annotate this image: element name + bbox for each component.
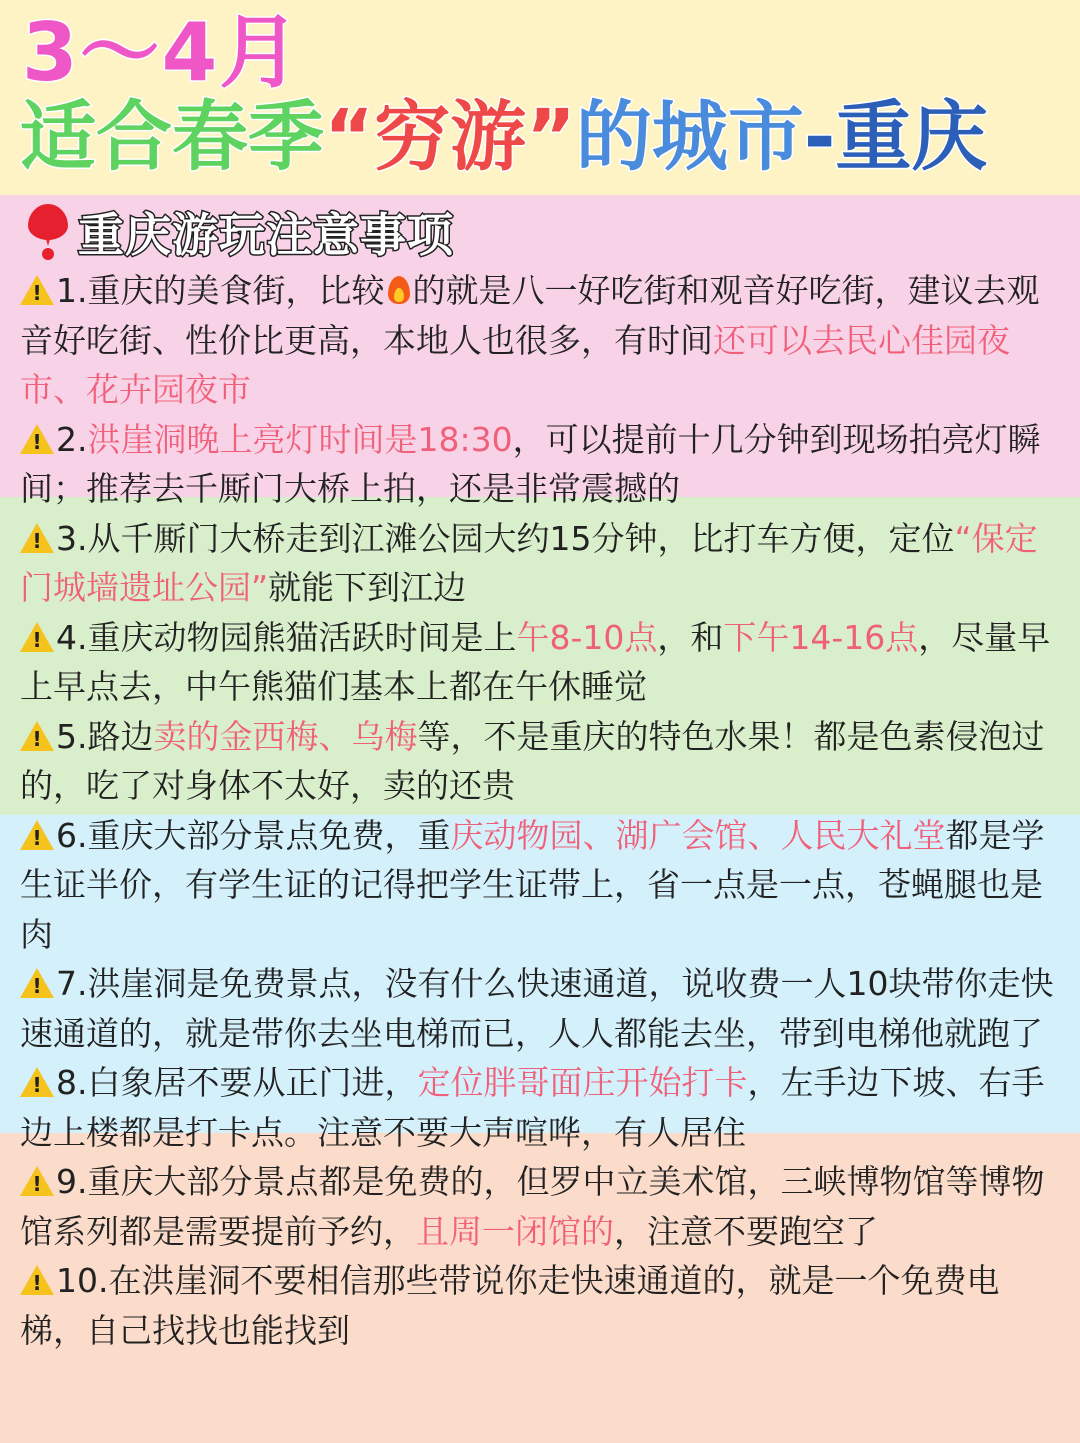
title-part-budget-travel: “穷游” [324,92,576,181]
heavy-exclamation-heart-icon [28,202,68,262]
tip-item-9: ! 9.重庆大部分景点都是免费的，但罗中立美术馆，三峡博物馆等博物馆系列都是需要提前予约，且周一闭馆的，注意不要跑空了 [20,1162,1045,1251]
page-title [20,92,987,182]
tip-highlight: 庆动物园、湖广会馆、人民大礼堂 [450,815,946,855]
warning-icon: ! [20,1265,54,1295]
section-heading [28,200,454,264]
tip-highlight: 洪崖洞晚上亮灯时间是18:30 [87,419,513,459]
tips-list [20,266,1060,1355]
tip-highlight: 卖的金西梅、乌梅 [153,716,418,756]
warning-icon: ! [20,523,54,553]
tip-highlight: 且周一闭馆的 [416,1211,614,1251]
warning-icon: ! [20,622,54,652]
tip-item-3: ! 3.从千厮门大桥走到江滩公园大约15分钟，比打车方便，定位“保定门城墙遗址公园”就能下到江边 [20,518,1038,607]
warning-icon: ! [20,1166,54,1196]
tip-item-2: ! 2.洪崖洞晚上亮灯时间是18:30，可以提前十几分钟到现场拍亮灯瞬间；推荐去千厮门大桥上拍，还是非常震撼的 [20,419,1041,508]
tip-item-7: ! 7.洪崖洞是免费景点，没有什么快速通道，说收费一人10块带你走快速通道的，就是带你去坐电梯而已，人人都能去坐，带到电梯他就跑了 [20,964,1054,1053]
tip-item-6: ! 6.重庆大部分景点免费，重庆动物园、湖广会馆、人民大礼堂都是学生证半价，有学生证的记得把学生证带上，省一点是一点，苍蝇腿也是肉 [20,815,1045,954]
tip-item-4: ! 4.重庆动物园熊猫活跃时间是上午8-10点，和下午14-16点，尽量早上早点去，中午熊猫们基本上都在午休睡觉 [20,617,1051,706]
tip-highlight: 还可以去民心佳园夜市、花卉园夜市 [20,320,1010,409]
title-month-range: 3～4月 [22,6,302,99]
warning-icon: ! [20,424,54,454]
tip-item-10: ! 10.在洪崖洞不要相信那些带说你走快速通道的，就是一个免费电梯，自己找找也能找到 [20,1261,1000,1350]
title-part-spring: 适合春季 [20,92,324,181]
tip-item-8: ! 8.白象居不要从正门进，定位胖哥面庄开始打卡，左手边下坡、右手边上楼都是打卡点。注意不要大声喧哗，有人居住 [20,1063,1045,1152]
warning-icon: ! [20,820,54,850]
section-title: 重庆游玩注意事项 [78,208,454,262]
tip-highlight: “保定门城墙遗址公园” [20,518,1038,607]
title-part-city: 的城市 [575,92,804,181]
warning-icon: ! [20,1067,54,1097]
fire-icon [385,274,413,306]
warning-icon: ! [20,968,54,998]
tip-item-5: ! 5.路边卖的金西梅、乌梅等，不是重庆的特色水果！都是色素侵泡过的，吃了对身体不太好，卖的还贵 [20,716,1045,805]
warning-icon: ! [20,275,54,305]
tip-highlight: 定位胖哥面庄开始打卡 [417,1063,748,1102]
warning-icon: ! [20,721,54,751]
tip-highlight: 午8-10点 [516,617,658,657]
tip-highlight: 下午14-16点 [723,617,919,657]
tip-item-1: ! 1.重庆的美食街，比较 的就是八一好吃街和观音好吃街，建议去观音好吃街、性价比更高，本地人也很多，有时间还可以去民心佳园夜市、花卉园夜市 [20,271,1040,409]
title-part-chongqing: -重庆 [803,92,988,181]
